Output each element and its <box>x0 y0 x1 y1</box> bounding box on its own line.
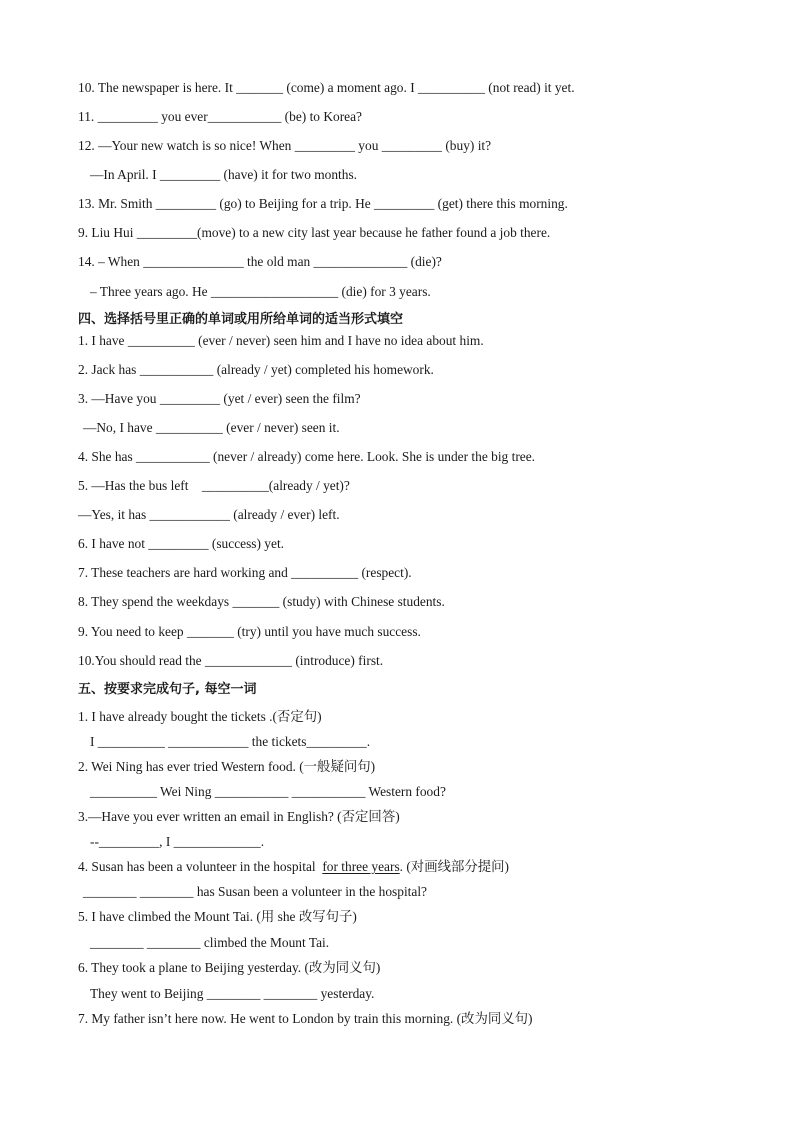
exercise-line <box>78 859 509 875</box>
exercise-line: 12. —Your new watch is so nice! When _________ you _________ (buy) it? <box>78 138 492 153</box>
exercise-line: ________ ________ climbed the Mount Tai. <box>90 935 330 950</box>
exercise-line: 1. I have __________ (ever / never) seen him and I have no idea about him. <box>78 333 484 348</box>
section-heading: 五、按要求完成句子, 每空一词 <box>78 682 257 697</box>
exercise-line: 7. These teachers are hard working and __________ (respect). <box>78 565 412 580</box>
exercise-line: 2. Wei Ning has ever tried Western food. (一般疑问句) <box>78 759 376 774</box>
exercise-line: 3.—Have you ever written an email in English? (否定回答) <box>78 809 400 824</box>
exercise-line: 9. You need to keep _______ (try) until you have much success. <box>78 624 421 639</box>
exercise-line: 5. I have climbed the Mount Tai. (用 she 改写句子) <box>78 909 357 924</box>
exercise-line: 2. Jack has ___________ (already / yet) completed his homework. <box>78 362 434 377</box>
exercise-line: 6. They took a plane to Beijing yesterday. (改为同义句) <box>78 960 381 975</box>
exercise-line: 10. The newspaper is here. It _______ (come) a moment ago. I __________ (not read) it yet. <box>78 80 575 95</box>
exercise-line: 7. My father isn’t here now. He went to London by train this morning. (改为同义句) <box>78 1011 533 1026</box>
exercise-line: —No, I have __________ (ever / never) seen it. <box>83 420 340 435</box>
exercise-line: —Yes, it has ____________ (already / ever) left. <box>78 507 340 522</box>
exercise-line: 8. They spend the weekdays _______ (study) with Chinese students. <box>78 594 445 609</box>
exercise-line: 6. I have not _________ (success) yet. <box>78 536 285 551</box>
exercise-line: 10.You should read the _____________ (introduce) first. <box>78 653 384 668</box>
exercise-line: 11. _________ you ever___________ (be) to Korea? <box>78 109 362 124</box>
exercise-line: ________ ________ has Susan been a volunteer in the hospital? <box>83 884 428 899</box>
exercise-line: 1. I have already bought the tickets .(否定句) <box>78 709 322 724</box>
exercise-line: 14. – When _______________ the old man ______________ (die)? <box>78 254 442 269</box>
exercise-line: 4. She has ___________ (never / already) come here. Look. She is under the big tree. <box>78 449 536 464</box>
exercise-line: 13. Mr. Smith _________ (go) to Beijing for a trip. He _________ (get) there this morning. <box>78 196 568 211</box>
exercise-text: 4. Susan has been a volunteer in the hospital <box>78 859 323 874</box>
exercise-line: —In April. I _________ (have) it for two months. <box>90 167 358 182</box>
underlined-phrase: for three years <box>322 859 400 874</box>
exercise-text: . (对画线部分提问) <box>399 859 510 874</box>
exercise-line: – Three years ago. He ___________________ (die) for 3 years. <box>90 284 431 299</box>
exercise-line: They went to Beijing ________ ________ yesterday. <box>90 986 375 1001</box>
exercise-line: --_________, I _____________. <box>90 834 265 849</box>
exercise-line: 3. —Have you _________ (yet / ever) seen the film? <box>78 391 361 406</box>
section-heading: 四、选择括号里正确的单词或用所给单词的适当形式填空 <box>78 312 404 327</box>
exercise-line: __________ Wei Ning ___________ ___________ Western food? <box>90 784 446 799</box>
exercise-line: I __________ ____________ the tickets_________. <box>90 734 371 749</box>
exercise-line: 5. —Has the bus left __________(already / yet)? <box>78 478 350 493</box>
exercise-line: 9. Liu Hui _________(move) to a new city last year because he father found a job there. <box>78 225 551 240</box>
